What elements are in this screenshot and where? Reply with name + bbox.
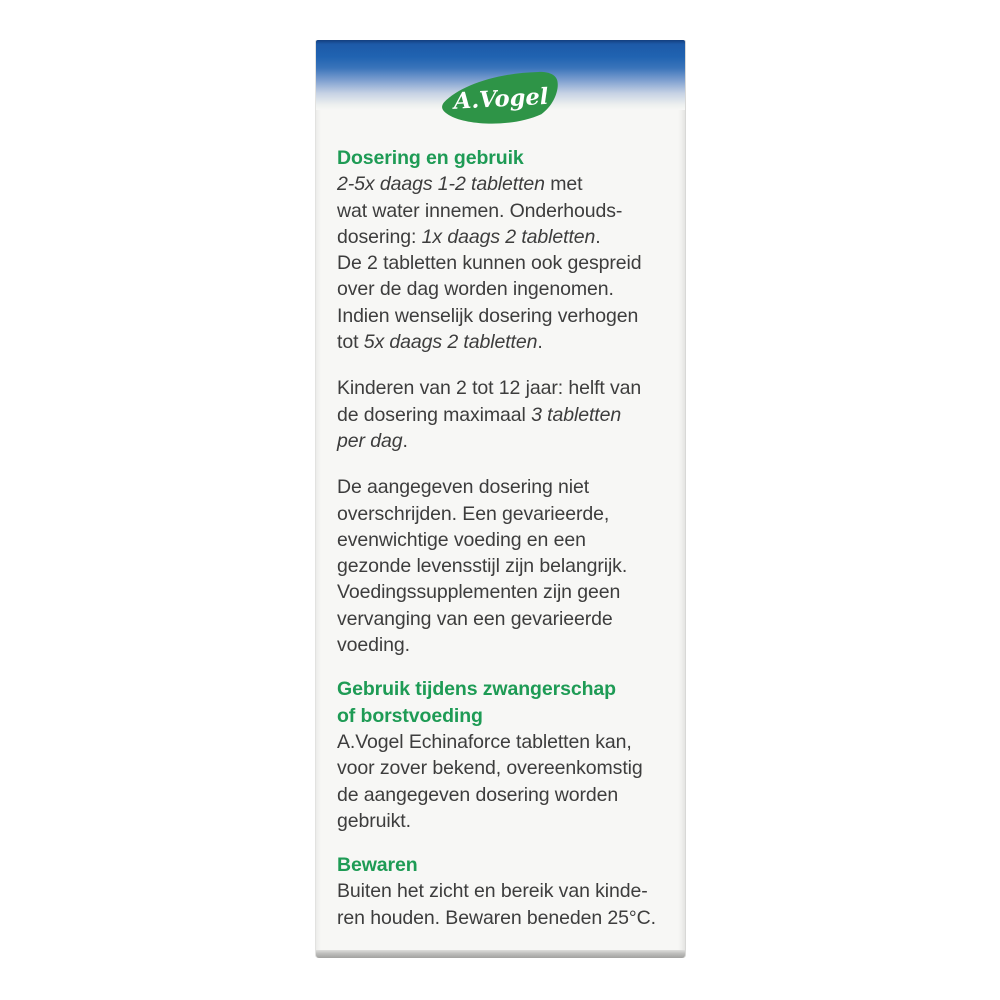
avogel-logo <box>440 69 562 126</box>
section-heading <box>337 145 666 171</box>
text-line <box>337 501 666 527</box>
text-segment: wat water innemen. Onderhouds- <box>337 199 623 222</box>
text-segment: . <box>537 331 543 354</box>
text-segment: overschrijden. Een gevarieerde, <box>337 502 610 525</box>
text-line <box>337 632 666 658</box>
section-heading <box>337 852 666 878</box>
text-segment: De 2 tabletten kunnen ook gespreid <box>337 252 642 275</box>
text-segment: tot <box>337 331 364 354</box>
package-bottom-edge <box>316 950 685 958</box>
section-heading-line: Dosering en gebruik <box>337 147 524 169</box>
text-line <box>337 808 666 834</box>
text-segment-italic: 5x daags 2 tabletten <box>363 331 538 354</box>
text-line <box>337 250 666 276</box>
text-line <box>337 428 666 454</box>
text-segment: voeding. <box>337 634 410 657</box>
avogel-logo-leaf-icon <box>440 69 562 126</box>
text-segment: de aangegeven dosering worden <box>337 783 619 806</box>
text-segment: . <box>595 225 601 248</box>
text-segment: gezonde levensstijl zijn belangrijk. <box>337 555 628 578</box>
text-segment: dosering: <box>337 225 422 248</box>
text-segment: over de dag worden ingenomen. <box>337 278 614 301</box>
section-heading-line: Gebruik tijdens zwangerschap <box>337 678 616 701</box>
text-line <box>337 553 666 579</box>
text-segment: met <box>544 173 583 196</box>
text-segment-italic: 2-5x daags 1-2 tabletten <box>337 173 545 196</box>
text-segment: . <box>402 429 408 452</box>
text-line <box>337 878 666 904</box>
paragraph <box>337 474 666 658</box>
text-segment: voor zover bekend, overeenkomstig <box>337 757 643 780</box>
section-heading <box>337 676 666 729</box>
text-segment: Voedingssupplementen zijn geen <box>337 581 621 604</box>
paragraph <box>337 375 666 454</box>
text-segment: evenwichtige voeding en een <box>337 528 586 551</box>
text-line <box>337 579 666 605</box>
paragraph <box>337 878 666 931</box>
text-line <box>337 729 666 755</box>
text-line <box>337 755 666 781</box>
avogel-logo-text: A.Vogel <box>452 83 549 115</box>
package-side-panel <box>315 40 686 958</box>
text-segment-italic: 1x daags 2 tabletten <box>421 225 596 248</box>
text-line <box>337 782 666 808</box>
text-line <box>337 276 666 302</box>
text-segment: Indien wenselijk dosering verhogen <box>337 304 639 327</box>
text-line <box>337 375 666 401</box>
text-segment: Buiten het zicht en bereik van kinde- <box>337 880 648 903</box>
text-segment: ren houden. Bewaren beneden 25°C. <box>337 906 656 929</box>
paragraph <box>337 171 666 355</box>
text-segment-italic: per dag <box>337 429 403 452</box>
text-segment-italic: 3 tabletten <box>531 403 622 426</box>
text-segment: gebruikt. <box>337 809 411 832</box>
text-line <box>337 303 666 329</box>
text-line <box>337 527 666 553</box>
text-segment: vervanging van een gevarieerde <box>337 607 613 630</box>
text-line <box>337 474 666 500</box>
text-line <box>337 606 666 632</box>
paragraph <box>337 729 666 834</box>
panel-content <box>316 145 685 931</box>
text-segment: A.Vogel Echinaforce tabletten kan, <box>337 730 632 753</box>
text-line <box>337 905 666 931</box>
section-heading-line: Bewaren <box>337 854 418 877</box>
text-line <box>337 171 666 197</box>
text-segment: De aangegeven dosering niet <box>337 476 590 499</box>
text-line <box>337 402 666 428</box>
text-line <box>337 224 666 250</box>
section-heading-line: of borstvoeding <box>337 704 483 727</box>
text-segment: de dosering maximaal <box>337 403 532 426</box>
text-line <box>337 198 666 224</box>
text-line <box>337 329 666 355</box>
text-segment: Kinderen van 2 tot 12 jaar: helft van <box>337 377 642 400</box>
